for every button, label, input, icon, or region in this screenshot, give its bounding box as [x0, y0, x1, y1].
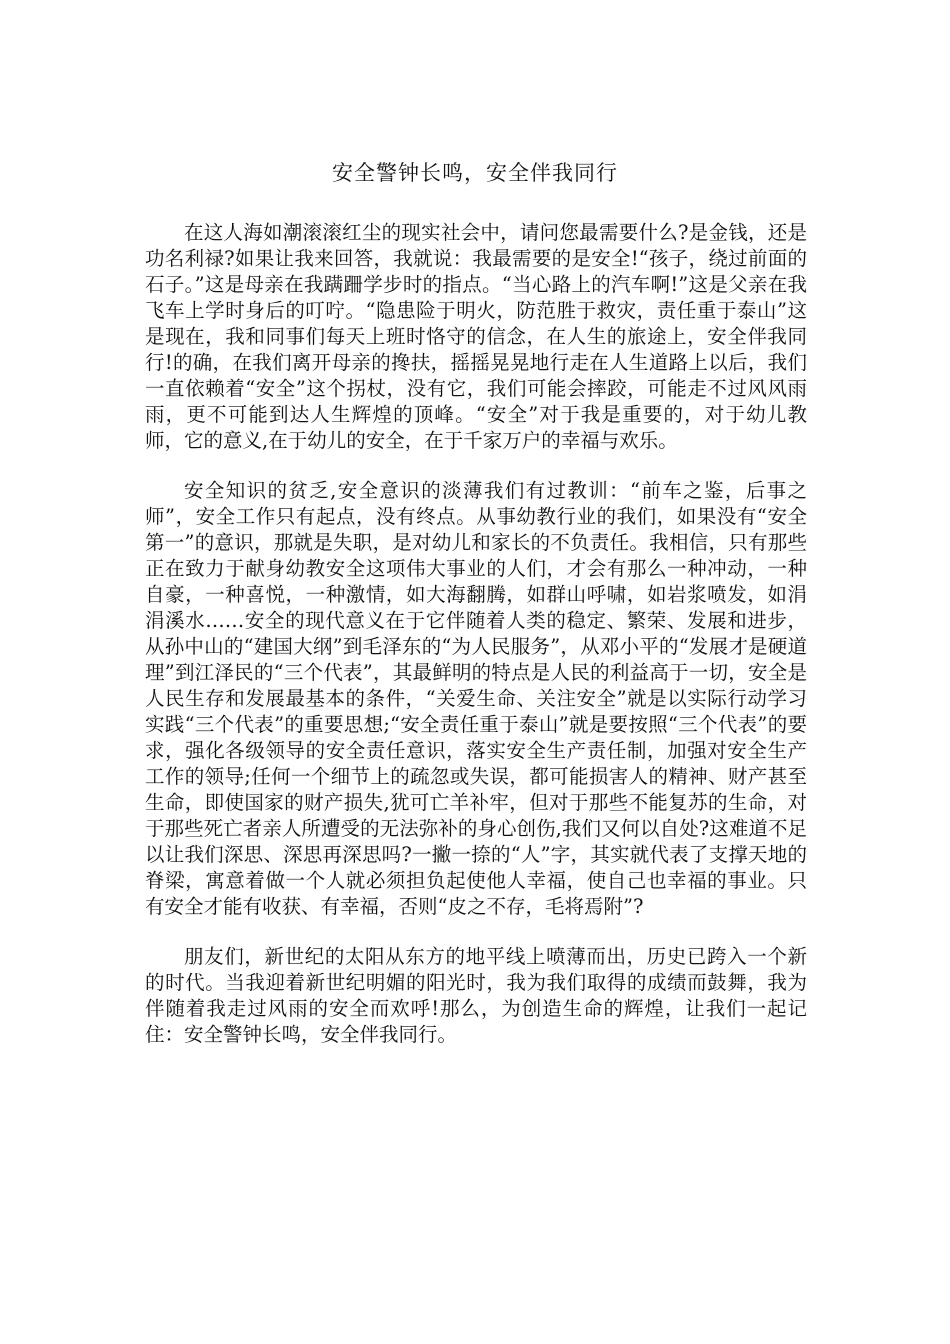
paragraph-1: 在这人海如潮滚滚红尘的现实社会中，请问您最需要什么?是金钱，还是功名利禄?如果让我来回答，我就说：我最需要的是安全!“孩子，绕过前面的石子。”这是母亲在我蹒跚学步时的指点。“当心路上的汽车啊!”这是父亲在我飞车上学时身后的叮咛。“隐患险于明火，防范胜于救灾，责任重于泰山”这是现在，我和同事们每天上班时恪守的信念，在人生的旅途上，安全伴我同行!的确，在我们离开母亲的搀扶，摇摇晃晃地行走在人生道路上以后，我们一直依赖着“安全”这个拐杖，没有它，我们可能会摔跤，可能走不过风风雨雨，更不可能到达人生辉煌的顶峰。“安全”对于我是重要的，对于幼儿教师，它的意义,在于幼儿的安全，在于千家万户的幸福与欢乐。 [145, 221, 807, 452]
paragraph-2: 安全知识的贫乏,安全意识的淡薄我们有过教训：“前车之鉴，后事之师”，安全工作只有起点，没有终点。从事幼教行业的我们，如果没有“安全第一”的意识，那就是失职，是对幼儿和家长的不负责任。我相信，只有那些正在致力于献身幼教安全这项伟大事业的人们，才会有那么一种冲动，一种自豪，一种喜悦，一种激情，如大海翻腾，如群山呼啸，如岩浆喷发，如涓涓溪水……安全的现代意义在于它伴随着人类的稳定、繁荣、发展和进步，从孙中山的“建国大纲”到毛泽东的“为人民服务”，从邓小平的“发展才是硬道理”到江泽民的“三个代表”，其最鲜明的特点是人民的利益高于一切，安全是人民生存和发展最基本的条件，“关爱生命、关注安全”就是以实际行动学习实践“三个代表”的重要思想;“安全责任重于泰山”就是要按照“三个代表”的要求，强化各级领导的安全责任意识，落实安全生产责任制，加强对安全生产工作的领导;任何一个细节上的疏忽或失误，都可能损害人的精神、财产甚至生命，即使国家的财产损失,犹可亡羊补牢，但对于那些不能复苏的生命，对于那些死亡者亲人所遭受的无法弥补的身心创伤,我们又何以自处?这难道不足以让我们深思、深思再深思吗?一撇一捺的“人”字，其实就代表了支撑天地的脊梁，寓意着做一个人就必须担负起使他人幸福，使自己也幸福的事业。只有安全才能有收获、有幸福，否则“皮之不存，毛将焉附”? [145, 479, 807, 918]
document-body [145, 220, 807, 1072]
document-title: 安全警钟长鸣，安全伴我同行 [332, 161, 618, 185]
paragraph-3: 朋友们，新世纪的太阳从东方的地平线上喷薄而出，历史已跨入一个新的时代。当我迎着新世纪明媚的阳光时，我为我们取得的成绩而鼓舞，我为伴随着我走过风雨的安全而欢呼!那么，为创造生命的辉煌，让我们一起记住：安全警钟长鸣，安全伴我同行。 [145, 945, 807, 1046]
